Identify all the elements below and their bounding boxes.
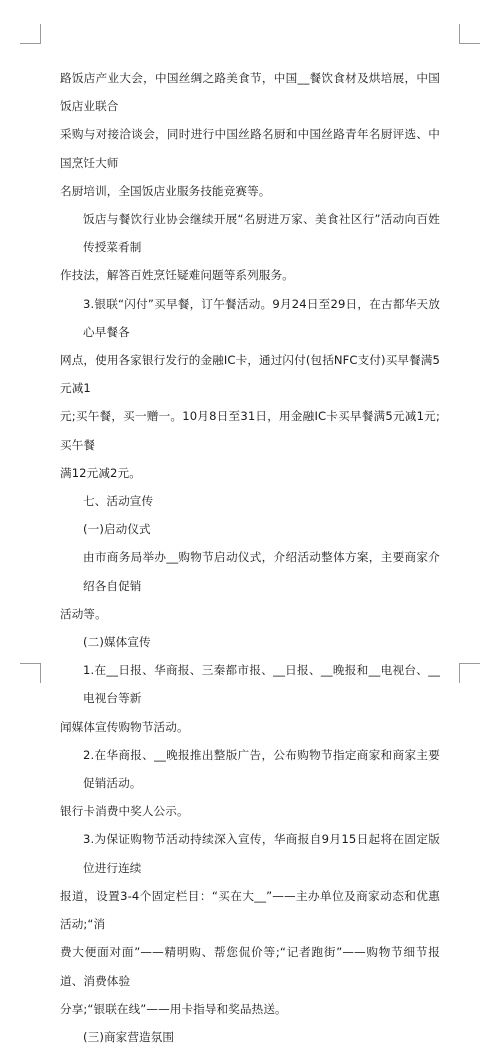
text-line: 3.为保证购物节活动持续深入宣传，华商报自9月15日起将在固定版位进行连续 <box>83 832 440 875</box>
text-line: 饭店与餐饮行业协会继续开展“名厨进万家、美食社区行”活动向百姓传授菜肴制 <box>83 212 440 255</box>
text-line: 元;买午餐，买一赠一。10月8日至31日，用金融IC卡买早餐满5元减1元;买午餐 <box>60 409 440 452</box>
text-line: 满12元减2元。 <box>60 465 141 480</box>
text-line: 2.在华商报、__晚报推出整版广告，公布购物节指定商家和商家主要促销活动。 <box>83 747 440 791</box>
text-line: (二)媒体宣传 <box>83 635 151 650</box>
document-body <box>60 64 440 1051</box>
paragraph <box>60 205 440 290</box>
crop-mark-bottom-right-vertical <box>459 663 460 683</box>
paragraph <box>60 797 440 825</box>
crop-mark-bottom-left-horizontal <box>20 663 40 664</box>
text-line: 路饭店产业大会，中国丝绸之路美食节，中国__餐饮食材及烘培展，中国饭店业联合 <box>60 71 440 114</box>
paragraph <box>60 741 440 797</box>
text-line: 七、活动宣传 <box>83 494 154 509</box>
subsection-heading <box>60 628 440 656</box>
crop-mark-top-left-vertical <box>40 24 41 44</box>
text-line: 网点，使用各家银行发行的金融IC卡，通过闪付(包括NFC支付)买早餐满5元减1 <box>60 353 440 396</box>
paragraph <box>60 290 440 487</box>
crop-mark-top-right-horizontal <box>460 43 480 44</box>
text-line: 由市商务局举办__购物节启动仪式，介绍活动整体方案，主要商家介绍各自促销 <box>83 550 440 593</box>
text-line: 名厨培训，全国饭店业服务技能竞赛等。 <box>60 183 271 198</box>
paragraph <box>60 543 440 628</box>
text-line: (一)启动仪式 <box>83 522 151 537</box>
text-line: 分享;“银联在线”——用卡指导和奖品热送。 <box>60 1001 287 1016</box>
paragraph <box>60 64 440 205</box>
paragraph <box>60 656 440 741</box>
text-line: 作技法，解答百姓烹饪疑难问题等系列服务。 <box>60 268 294 283</box>
paragraph <box>60 825 440 1022</box>
section-heading <box>60 487 440 515</box>
text-line: (三)商家营造氛围 <box>83 1029 175 1044</box>
text-line: 3.银联“闪付”买早餐，订午餐活动。9月24日至29日，在古都华天放心早餐各 <box>83 296 440 339</box>
crop-mark-bottom-right-horizontal <box>460 663 480 664</box>
text-line: 闻媒体宣传购物节活动。 <box>60 719 189 734</box>
text-line: 1.在__日报、华商报、三秦都市报、__日报、__晚报和__电视台、__电视台等新 <box>83 663 440 706</box>
text-line: 采购与对接洽谈会，同时进行中国丝路名厨和中国丝路青年名厨评选、中国烹饪大师 <box>60 127 440 170</box>
text-line: 费大便面对面”——精明购、帮您侃价等;“记者跑街”——购物节细节报道、消费体验 <box>60 945 440 988</box>
crop-mark-top-right-vertical <box>459 24 460 44</box>
subsection-heading <box>60 515 440 543</box>
crop-mark-bottom-left-vertical <box>40 663 41 683</box>
crop-mark-top-left-horizontal <box>20 43 40 44</box>
text-line: 报道，设置3-4个固定栏目：“买在大__”——主办单位及商家动态和优惠活动;“消 <box>60 888 440 932</box>
text-line: 银行卡消费中奖人公示。 <box>60 804 189 819</box>
text-line: 活动等。 <box>60 606 107 621</box>
subsection-heading <box>60 1023 440 1051</box>
